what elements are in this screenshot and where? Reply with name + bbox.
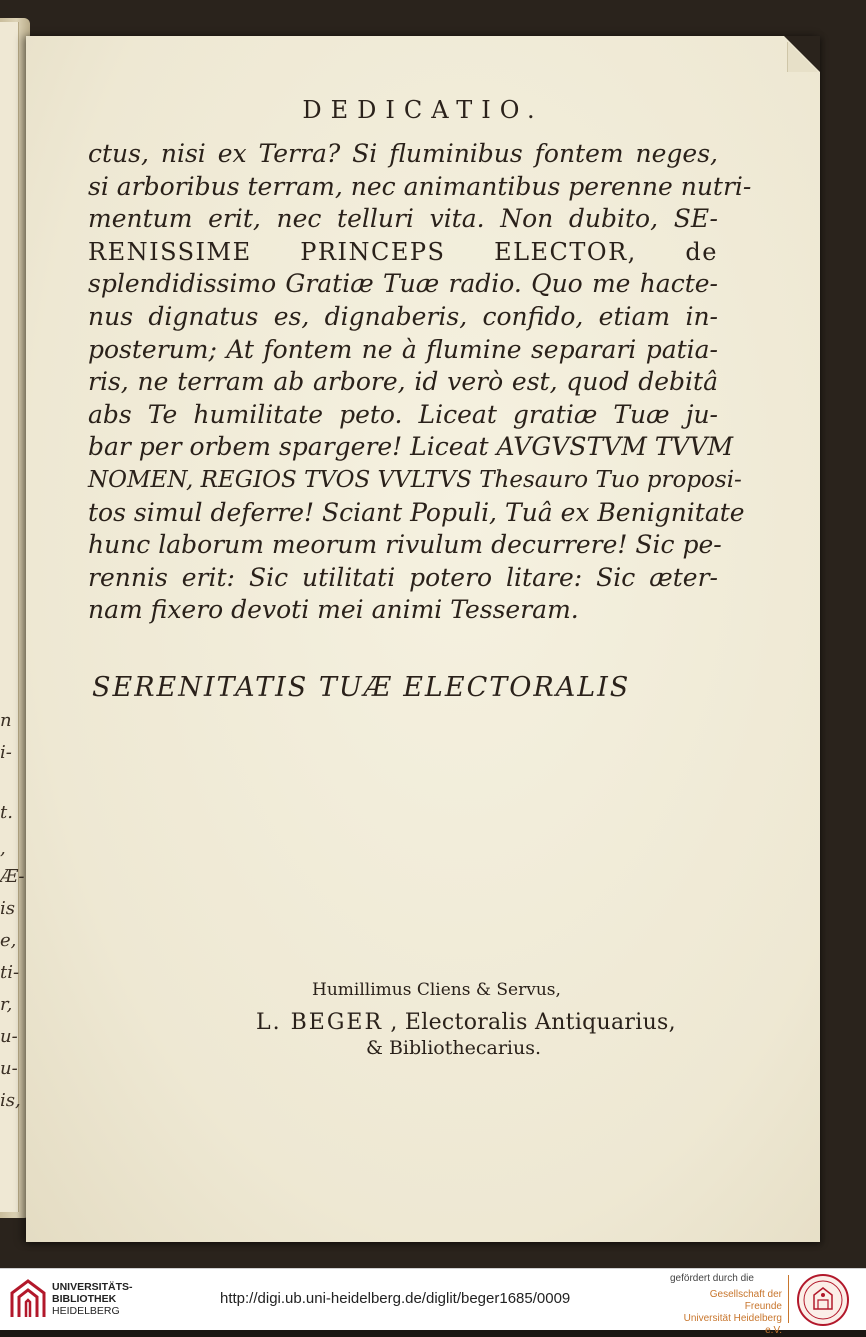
library-logo-text[interactable] <box>52 1281 133 1317</box>
document-page <box>26 36 820 1242</box>
leaf-fragment: is, <box>0 1090 21 1111</box>
leaf-fragment: e, <box>0 930 17 951</box>
body-line: nus dignatus es, dignaberis, confido, etiam in- <box>88 301 718 331</box>
library-name-line-1: UNIVERSITÄTS- <box>52 1281 133 1293</box>
leaf-fragment: n <box>0 710 12 731</box>
body-line: abs Te humilitate peto. Liceat gratiæ Tuæ ju- <box>88 399 718 429</box>
author-name: L. BEGER <box>256 1010 384 1035</box>
leaf-fragment: t. <box>0 802 13 823</box>
leaf-fragment: u- <box>0 1058 18 1079</box>
body-line: posterum; At fontem ne à flumine separari patia- <box>88 334 718 364</box>
university-seal-icon[interactable] <box>796 1273 850 1327</box>
signature-block <box>256 980 706 1059</box>
signature-line-2 <box>256 1010 706 1035</box>
library-name-line-2: BIBLIOTHEK <box>52 1293 117 1305</box>
leaf-fragment: r, <box>0 994 13 1015</box>
body-line: mentum erit, nec telluri vita. Non dubito, SE- <box>88 204 718 234</box>
signature-line-1: Humillimus Cliens & Servus, <box>312 980 561 1000</box>
body-line: tos simul deferre! Sciant Populi, Tuâ ex Benignitate <box>88 497 745 527</box>
sponsor-name[interactable] <box>670 1289 782 1337</box>
running-head: DEDICATIO. <box>302 96 544 124</box>
body-line: si arboribus terram, nec animantibus perenne nutri- <box>88 171 752 201</box>
body-line: splendidissimo Gratiæ Tuæ radio. Quo me hacte- <box>88 269 718 299</box>
leaf-fragment: , <box>0 838 6 859</box>
leaf-fragment: Æ- <box>0 866 25 887</box>
sponsor-divider <box>788 1275 789 1323</box>
body-line: nam fixero devoti mei animi Tesseram. <box>88 595 579 625</box>
body-line: RENISSIME PRINCEPS ELECTOR, de <box>88 237 718 266</box>
leaf-fragment: ti- <box>0 962 20 983</box>
sponsor-name-line-2: Universität Heidelberg e.V. <box>683 1313 782 1336</box>
sponsor-name-line-1: Gesellschaft der Freunde <box>709 1289 782 1312</box>
body-line: ris, ne terram ab arbore, id verò est, quod debitâ <box>88 367 718 397</box>
valediction: SERENITATIS TUÆ ELECTORALIS <box>92 672 631 703</box>
library-logo-icon[interactable] <box>10 1279 46 1319</box>
body-line: ctus, nisi ex Terra? Si fluminibus fontem neges, <box>88 139 718 168</box>
sponsor-label: gefördert durch die <box>670 1273 754 1284</box>
leaf-fragment: i- <box>0 742 12 763</box>
permalink-url[interactable]: http://digi.ub.uni-heidelberg.de/diglit/beger1685/0009 <box>220 1290 571 1307</box>
viewer-footer <box>0 1268 866 1336</box>
library-name-line-3: HEIDELBERG <box>52 1305 120 1317</box>
page-corner-fold <box>787 42 818 72</box>
body-line: rennis erit: Sic utilitati potero litare: Sic æter- <box>88 562 718 592</box>
dedication-body <box>88 138 752 627</box>
body-line: bar per orbem spargere! Liceat AVGVSTVM TVVM <box>88 432 734 462</box>
body-line: hunc laborum meorum rivulum decurrere! Sic pe- <box>88 530 722 560</box>
leaf-fragment: is <box>0 898 15 919</box>
previous-leaf-text-strip <box>0 22 25 1212</box>
leaf-fragment: u- <box>0 1026 18 1047</box>
body-line: NOMEN, REGIOS TVOS VVLTVS Thesauro Tuo proposi- <box>88 466 742 493</box>
author-title: , Electoralis Antiquarius, <box>390 1010 676 1035</box>
signature-line-3: & Bibliothecarius. <box>366 1037 542 1059</box>
